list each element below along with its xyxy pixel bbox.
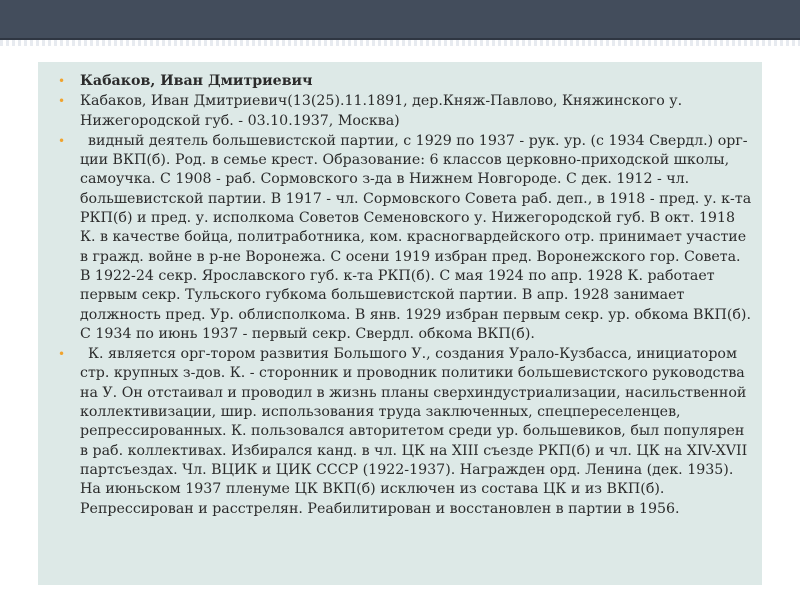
bullet-icon: • [58,94,66,109]
bullet-icon: • [58,133,66,148]
bullet-item-biography [58,132,752,344]
bullet-item-role [58,345,752,519]
bullet-icon: • [58,347,66,362]
bullet-item-birth [58,92,752,131]
slide-header-bar [0,0,800,40]
bullet-text: видный деятель большевистской партии, с 1929 по 1937 - рук. ур. (с 1934 Свердл.) орг-ции ВКП(б). Род. в семье крест. Образование: 6 классов церковно-приходской школы, самоучка. С 1908 - раб. Сормовского з-да в Нижнем Новгороде. С дек. 1912 - чл. большевистской партии. В 1917 - чл. Сормовского Совета раб. деп., в 1918 - пред. у. к-та РКП(б) и пред. у. исполкома Советов Семеновского у. Нижегородской губ. В окт. 1918 К. в качестве бойца, политработника, ком. красногвардейского отр. принимает участие в гражд. войне в р-не Воронежа. С осени 1919 избран пред. Воронежского гор. Совета. В 1922-24 секр. Ярославского губ. к-та РКП(б). С мая 1924 по апр. 1928 К. работает первым секр. Тульского губкома большевистской партии. В апр. 1928 занимает должность пред. Ур. облисполкома. В янв. 1929 избран первым секр. ур. обкома ВКП(б). С 1934 по июнь 1937 - первый секр. Свердл. обкома ВКП(б). [80,132,752,342]
slide-content-box [38,62,762,585]
bullet-icon: • [58,74,66,88]
bullet-text: Кабаков, Иван Дмитриевич [80,73,313,89]
bullet-text: Кабаков, Иван Дмитриевич(13(25).11.1891, дер.Княж-Павлово, Княжинского у. Нижегородской губ. - 03.10.1937, Москва) [80,93,683,129]
bullet-list [58,72,752,519]
header-stripe [0,40,800,46]
bullet-text: К. является орг-тором развития Большого У., создания Урало-Кузбасса, инициатором стр. крупных з-дов. К. - сторонник и проводник политики большевистского руководства на У. Он отстаивал и проводил в жизнь планы сверхиндустриализации, насильственной коллективизации, шир. использования труда заключенных, спецпереселенцев, репрессированных. К. пользовался авторитетом среди ур. большевиков, был популярен в раб. коллективах. Избирался канд. в чл. ЦК на XIII съезде РКП(б) и чл. ЦК на XIV-XVII партсъездах. Чл. ВЦИК и ЦИК СССР (1922-1937). Награжден орд. Ленина (дек. 1935). На июньском 1937 пленуме ЦК ВКП(б) исключен из состава ЦК и из ВКП(б). Репрессирован и расстрелян. Реабилитирован и восстановлен в партии в 1956. [80,346,748,517]
bullet-item-title [58,72,752,91]
